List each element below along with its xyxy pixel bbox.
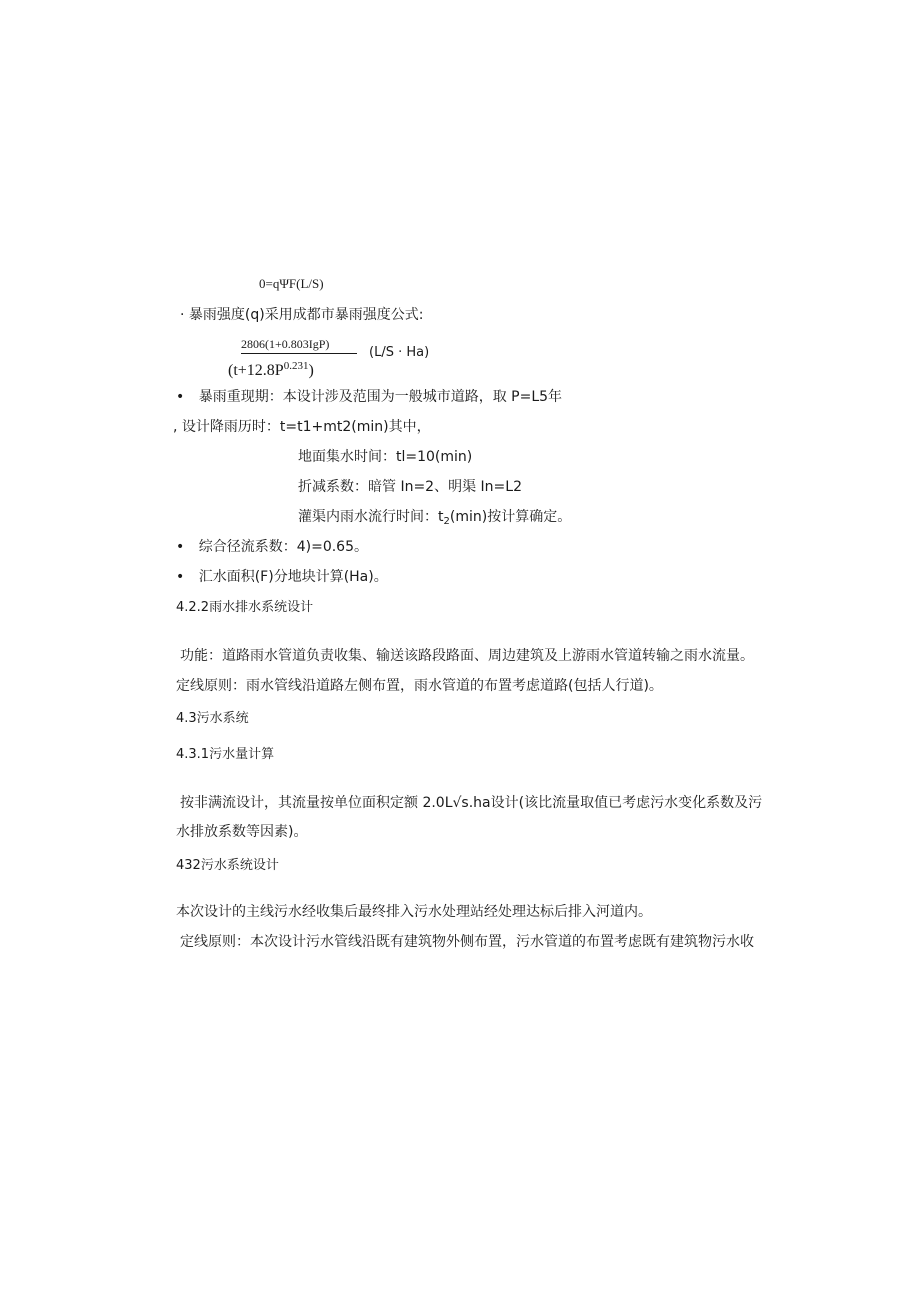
sewage-design-paragraph: 本次设计的主线污水经收集后最终排入污水处理站经处理达标后排入河道内。 xyxy=(176,904,652,920)
denominator-close: ) xyxy=(308,362,314,379)
reduction-line: 折减系数：暗管 In=2、明渠 In=L2 xyxy=(298,479,522,495)
bullet: • xyxy=(176,569,185,585)
formula-numerator: 2806(1+0.803IgP) xyxy=(241,337,357,354)
flow-formula: 0=qΨF(L/S) xyxy=(259,276,324,291)
channel-time-subscript: 2 xyxy=(443,516,450,527)
function-paragraph: 功能：道路雨水管道负责收集、输送该路段路面、周边建筑及上游雨水管道转输之雨水流量。 xyxy=(180,648,754,664)
section-heading-422: 4.2.2雨水排水系统设计 xyxy=(176,600,314,615)
rain-principle-paragraph: 定线原则：雨水管线沿道路左侧布置，雨水管道的布置考虑道路(包括人行道)。 xyxy=(176,678,663,694)
denominator-base: (t+12.8P xyxy=(228,362,284,379)
channel-time-line xyxy=(298,508,571,531)
section-heading-43: 4.3污水系统 xyxy=(176,711,249,726)
bullet: • xyxy=(176,389,185,405)
bullet: · xyxy=(180,307,185,323)
channel-time-prefix: 灌渠内雨水流行时间：t xyxy=(298,509,444,525)
bullet: • xyxy=(176,539,185,555)
sewage-calc-line-1: 按非满流设计，其流量按单位面积定额 2.0L√s.ha设计(该比流量取值已考虑污水变化系数及污 xyxy=(180,795,763,811)
duration-line: , 设计降雨历时：t=t1+mt2(min)其中， xyxy=(173,419,431,435)
intensity-line xyxy=(180,306,423,324)
denominator-exponent: 0.231 xyxy=(283,360,309,372)
formula-unit: (L/S · Ha) xyxy=(369,345,430,360)
section-heading-432: 432污水系统设计 xyxy=(176,858,279,873)
ground-time-line: 地面集水时间：tl=10(min) xyxy=(298,449,473,465)
runoff-line xyxy=(176,538,368,556)
formula-denominator xyxy=(228,356,314,381)
catchment-text: 汇水面积(F)分地块计算(Ha)。 xyxy=(198,569,388,585)
return-period-text: 暴雨重现期：本设计涉及范围为一般城市道路，取 P=L5年 xyxy=(198,389,563,405)
channel-time-suffix: (min)按计算确定。 xyxy=(449,509,572,525)
intensity-text: 暴雨强度(q)采用成都市暴雨强度公式: xyxy=(188,307,424,323)
return-period-line xyxy=(176,388,562,406)
sewage-principle-paragraph: 定线原则：本次设计污水管线沿既有建筑物外侧布置，污水管道的布置考虑既有建筑物污水收 xyxy=(180,934,754,950)
catchment-line xyxy=(176,568,388,586)
sewage-calc-line-2: 水排放系数等因素)。 xyxy=(176,824,308,840)
section-heading-431: 4.3.1污水量计算 xyxy=(176,747,275,762)
runoff-text: 综合径流系数：4)=0.65。 xyxy=(198,539,368,555)
